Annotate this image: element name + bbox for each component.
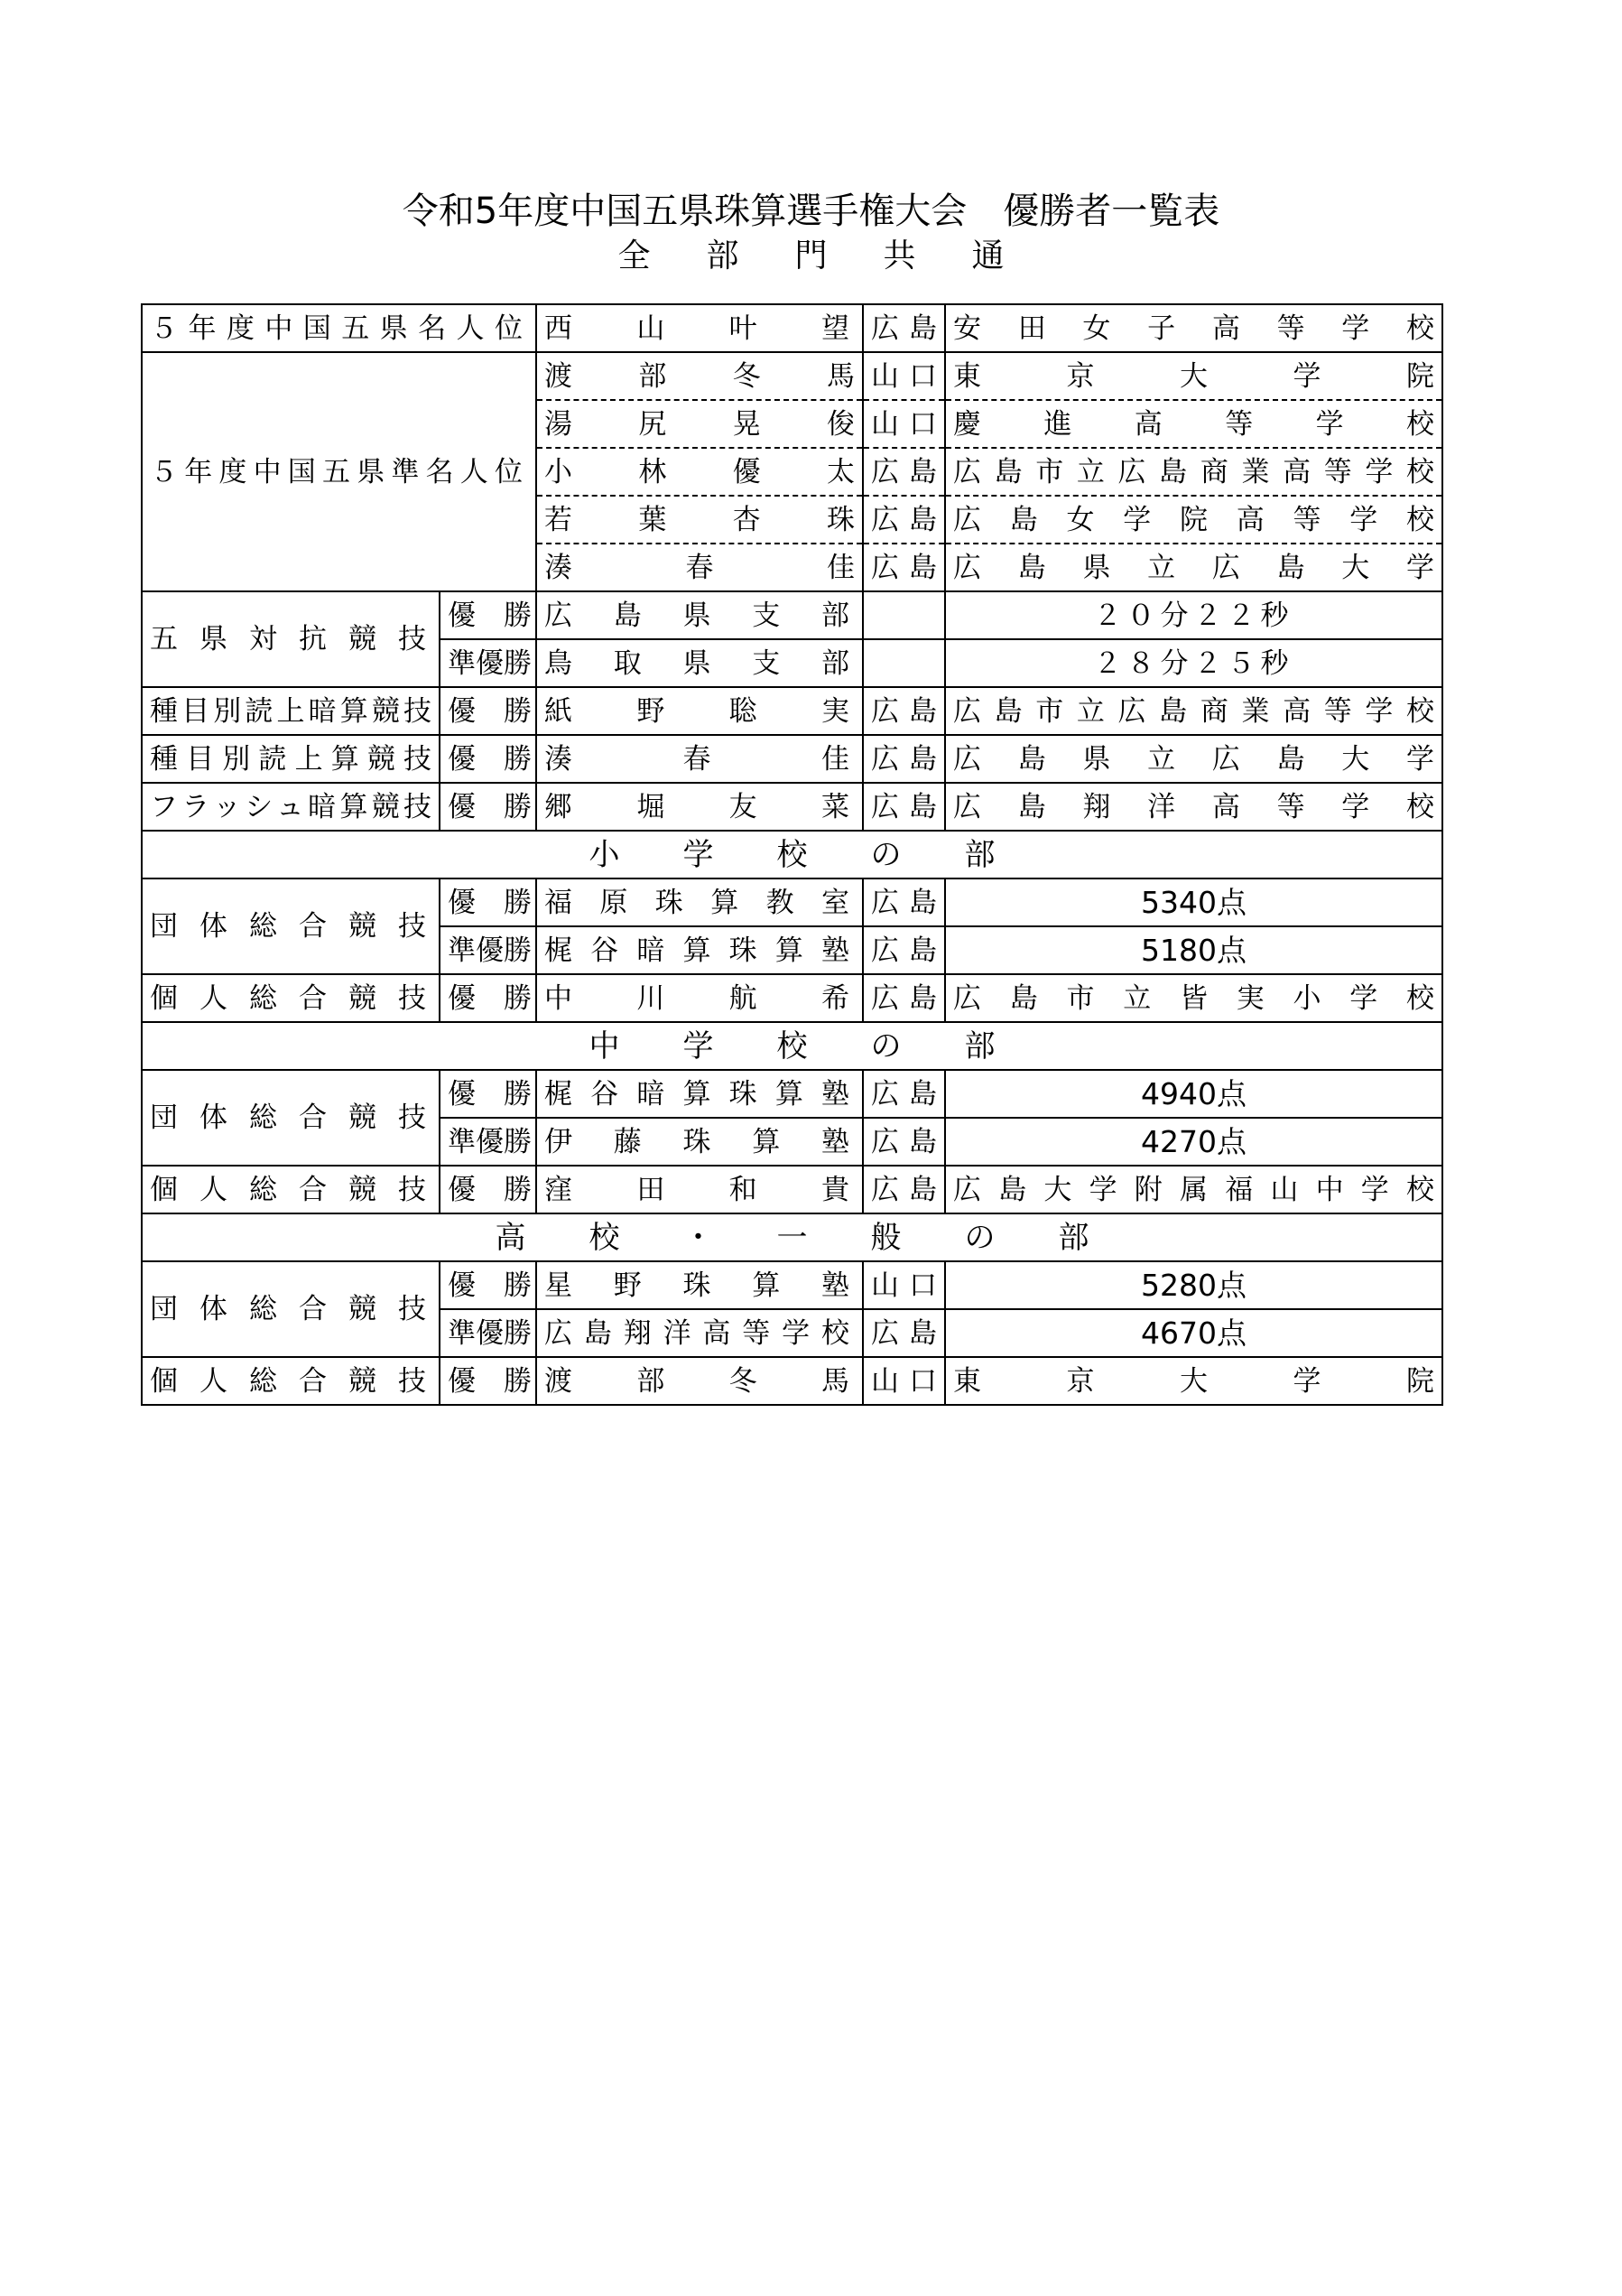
rank-cell: 準優勝 [440,1309,536,1357]
affiliation-cell: 東 京 大 学 院 [945,352,1442,400]
event-cell: 個人総合競技 [142,1357,440,1405]
rank-cell: 優 勝 [440,783,536,831]
affiliation-cell: 東 京 大 学 院 [945,1357,1442,1405]
name-cell: 窪 田 和 貴 [536,1166,863,1213]
table-row [142,735,1442,783]
team-cell: 広 島 県 支 部 [536,591,863,639]
score-cell: 4270点 [945,1118,1442,1166]
prefecture-cell: 広島 [863,926,945,974]
prefecture-cell: 広島 [863,687,945,735]
table-row [142,783,1442,831]
affiliation-cell: 広島市立広島商業高等学校 [945,687,1442,735]
affiliation-cell: 広島大学附属福山中学校 [945,1166,1442,1213]
prefecture-cell: 広島 [863,878,945,926]
team-cell: 福原珠算教室 [536,878,863,926]
score-cell: 5340点 [945,878,1442,926]
table-row [142,1357,1442,1405]
team-cell: 鳥 取 県 支 部 [536,639,863,687]
prefecture-cell: 広島 [863,783,945,831]
results-table [141,303,1443,1406]
rank-cell: 準優勝 [440,1118,536,1166]
event-cell: 団体総合競技 [142,878,440,974]
rank-cell: 優 勝 [440,735,536,783]
affiliation-cell: 慶 進 高 等 学 校 [945,400,1442,448]
rank-cell: 優 勝 [440,1357,536,1405]
event-cell: 団体総合競技 [142,1070,440,1166]
affiliation-cell: 広島県立広島大学 [945,735,1442,783]
team-cell: 広島翔洋高等学校 [536,1309,863,1357]
table-row [142,1166,1442,1213]
name-cell: 郷 堀 友 菜 [536,783,863,831]
title-cell: ５年度中国五県名人位 [142,304,536,352]
table-row [142,974,1442,1022]
name-cell: 小 林 優 太 [536,448,863,496]
affiliation-cell: 広島県立広島大学 [945,544,1442,591]
section-heading: 中学校の部 [142,1022,1442,1070]
table-row [142,304,1442,352]
event-cell: 個人総合競技 [142,1166,440,1213]
prefecture-cell: 山口 [863,400,945,448]
prefecture-cell: 広島 [863,304,945,352]
name-cell: 湊 春 佳 [536,735,863,783]
prefecture-cell: 広島 [863,974,945,1022]
prefecture-cell: 広島 [863,1118,945,1166]
table-row [142,1070,1442,1118]
affiliation-cell: 広島女学院高等学校 [945,496,1442,544]
event-cell: フラッシュ暗算競技 [142,783,440,831]
result-cell: ２８分２５秒 [945,639,1442,687]
name-cell: 中 川 航 希 [536,974,863,1022]
rank-cell: 準優勝 [440,639,536,687]
score-cell: 5180点 [945,926,1442,974]
title-cell: ５年度中国五県準名人位 [142,352,536,591]
event-cell: 五県対抗競技 [142,591,440,687]
rank-cell: 優 勝 [440,591,536,639]
event-cell: 団体総合競技 [142,1261,440,1357]
prefecture-cell: 広島 [863,1070,945,1118]
score-cell: 4670点 [945,1309,1442,1357]
section-heading: 高校・一般の部 [142,1213,1442,1261]
table-row [142,591,1442,639]
name-cell: 湊 春 佳 [536,544,863,591]
document-title: 令和5年度中国五県珠算選手権大会 優勝者一覧表 [402,191,1220,232]
prefecture-cell: 山口 [863,1357,945,1405]
team-cell: 梶谷暗算珠算塾 [536,1070,863,1118]
name-cell: 渡 部 冬 馬 [536,1357,863,1405]
affiliation-cell: 広島市立広島商業高等学校 [945,448,1442,496]
score-cell: 4940点 [945,1070,1442,1118]
table-row [142,687,1442,735]
prefecture-cell: 広島 [863,496,945,544]
section-row [142,831,1442,878]
prefecture-cell: 広島 [863,1166,945,1213]
score-cell: 5280点 [945,1261,1442,1309]
rank-cell: 準優勝 [440,926,536,974]
prefecture-cell: 広島 [863,1309,945,1357]
rank-cell: 優 勝 [440,687,536,735]
section-row [142,1213,1442,1261]
prefecture-cell: 広島 [863,735,945,783]
prefecture-cell: 山口 [863,352,945,400]
rank-cell: 優 勝 [440,878,536,926]
section-row [142,1022,1442,1070]
affiliation-cell: 安田女子高等学校 [945,304,1442,352]
rank-cell: 優 勝 [440,1166,536,1213]
event-cell: 個人総合競技 [142,974,440,1022]
affiliation-cell: 広島市立皆実小学校 [945,974,1442,1022]
rank-cell: 優 勝 [440,974,536,1022]
section-heading: 小学校の部 [142,831,1442,878]
prefecture-cell [863,639,945,687]
prefecture-cell [863,591,945,639]
table-row [142,1261,1442,1309]
name-cell: 紙 野 聡 実 [536,687,863,735]
name-cell: 西 山 叶 望 [536,304,863,352]
prefecture-cell: 広島 [863,448,945,496]
team-cell: 伊 藤 珠 算 塾 [536,1118,863,1166]
name-cell: 若 葉 杏 珠 [536,496,863,544]
team-cell: 梶谷暗算珠算塾 [536,926,863,974]
name-cell: 渡 部 冬 馬 [536,352,863,400]
rank-cell: 優 勝 [440,1070,536,1118]
event-cell: 種目別読上算競技 [142,735,440,783]
team-cell: 星 野 珠 算 塾 [536,1261,863,1309]
table-row [142,352,1442,400]
event-cell: 種目別読上暗算競技 [142,687,440,735]
prefecture-cell: 広島 [863,544,945,591]
name-cell: 湯 尻 晃 俊 [536,400,863,448]
affiliation-cell: 広島翔洋高等学校 [945,783,1442,831]
document-subtitle: 全部門共通 [617,237,1061,274]
prefecture-cell: 山口 [863,1261,945,1309]
table-row [142,878,1442,926]
result-cell: ２０分２２秒 [945,591,1442,639]
rank-cell: 優 勝 [440,1261,536,1309]
